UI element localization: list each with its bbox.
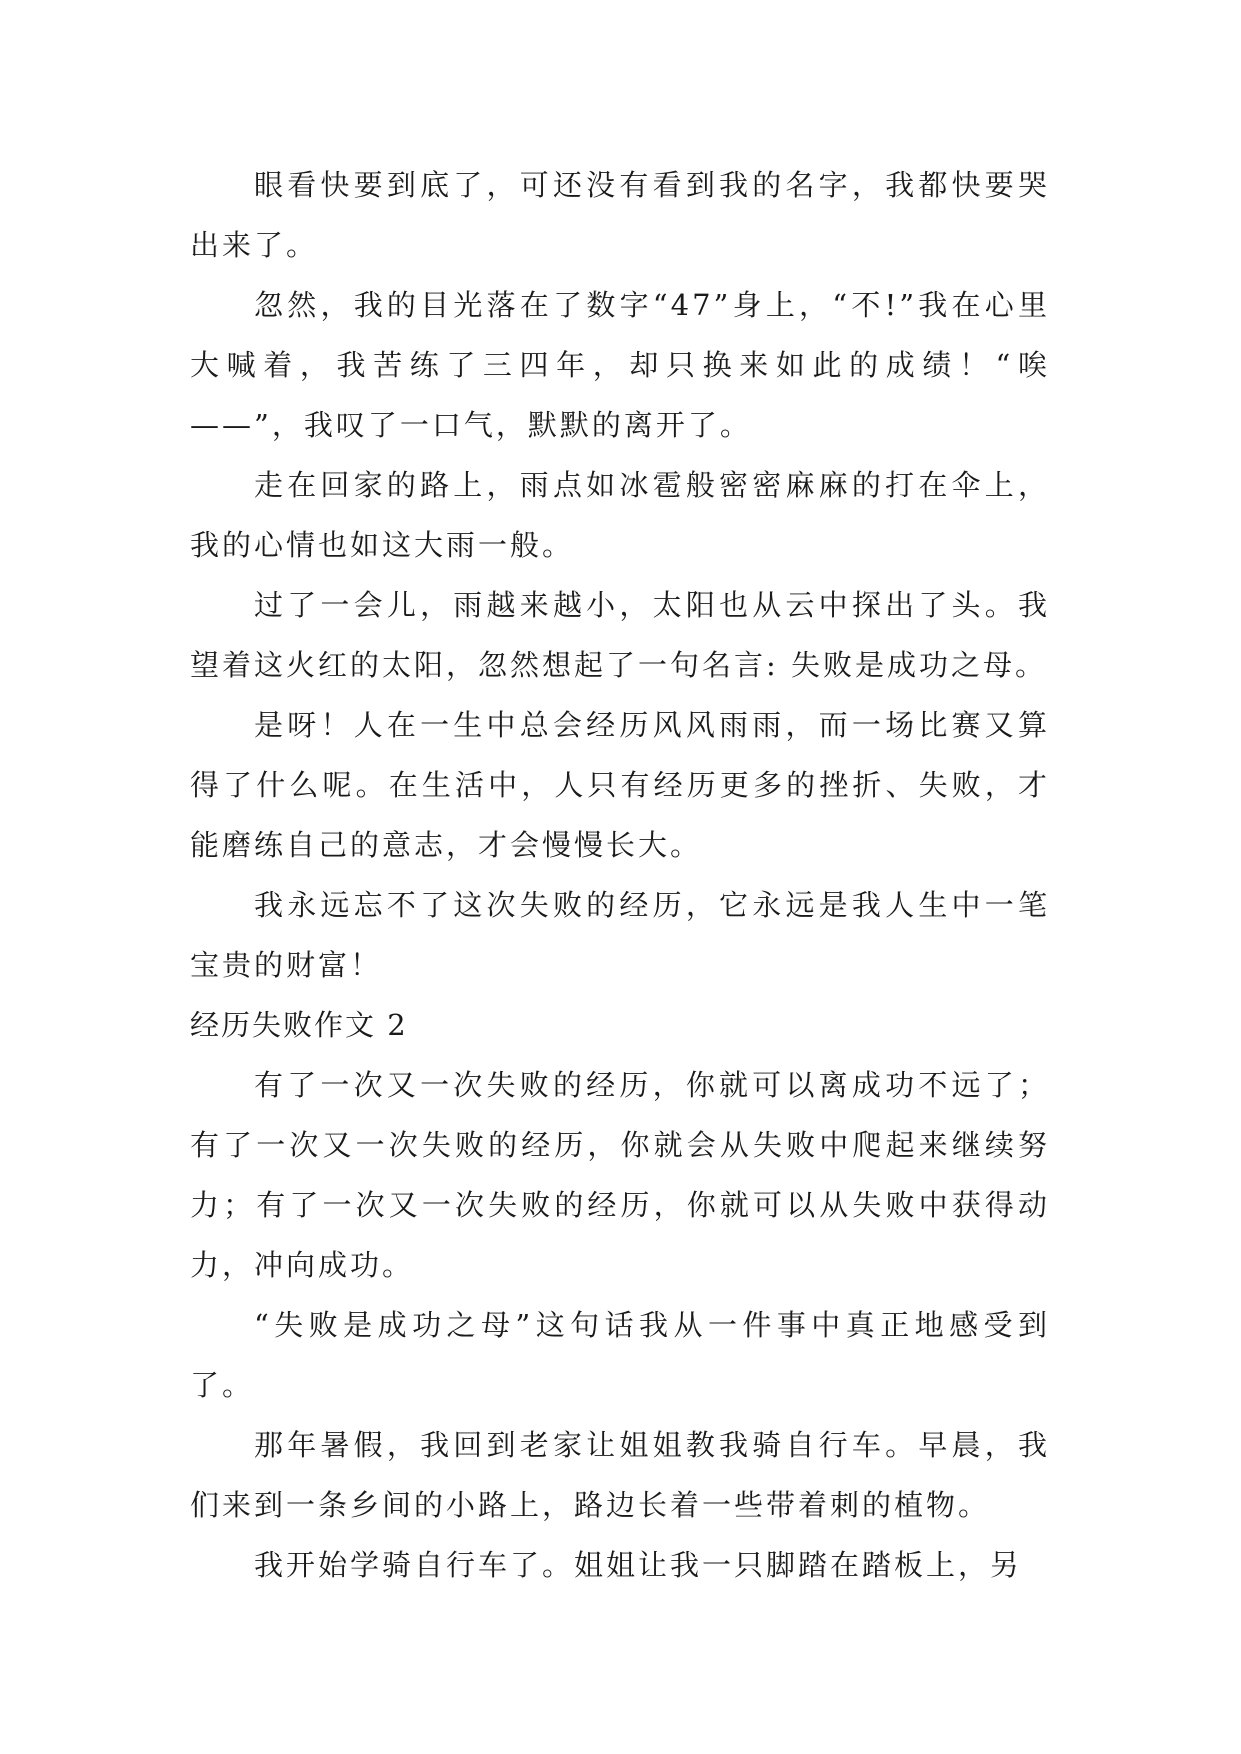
paragraph-3: 走在回家的路上，雨点如冰雹般密密麻麻的打在伞上，我的心情也如这大雨一般。 <box>190 468 1050 562</box>
paragraph-7: 有了一次又一次失败的经历，你就可以离成功不远了；有了一次又一次失败的经历，你就会从失败中爬起来继续努力；有了一次又一次失败的经历，你就可以从失败中获得动力，冲向成功。 <box>190 1068 1050 1282</box>
paragraph-6: 我永远忘不了这次失败的经历，它永远是我人生中一笔宝贵的财富！ <box>190 888 1050 982</box>
document-body <box>190 155 1050 1595</box>
paragraph-5: 是呀！人在一生中总会经历风风雨雨，而一场比赛又算得了什么呢。在生活中，人只有经历更多的挫折、失败，才能磨练自己的意志，才会慢慢长大。 <box>190 708 1050 862</box>
paragraph-9: 那年暑假，我回到老家让姐姐教我骑自行车。早晨，我们来到一条乡间的小路上，路边长着一些带着刺的植物。 <box>190 1428 1050 1522</box>
paragraph-4: 过了一会儿，雨越来越小，太阳也从云中探出了头。我望着这火红的太阳，忽然想起了一句名言: 失败是成功之母。 <box>190 588 1050 682</box>
paragraph-1: 眼看快要到底了，可还没有看到我的名字，我都快要哭出来了。 <box>190 168 1050 262</box>
paragraph-2: 忽然，我的目光落在了数字“47”身上，“不!”我在心里大喊着，我苦练了三四年，却只换来如此的成绩！“唉——”，我叹了一口气，默默的离开了。 <box>190 288 1050 442</box>
section-heading: 经历失败作文 2 <box>190 1008 408 1042</box>
paragraph-10: 我开始学骑自行车了。姐姐让我一只脚踏在踏板上，另 <box>254 1548 1023 1582</box>
paragraph-8: “失败是成功之母”这句话我从一件事中真正地感受到了。 <box>190 1308 1050 1402</box>
